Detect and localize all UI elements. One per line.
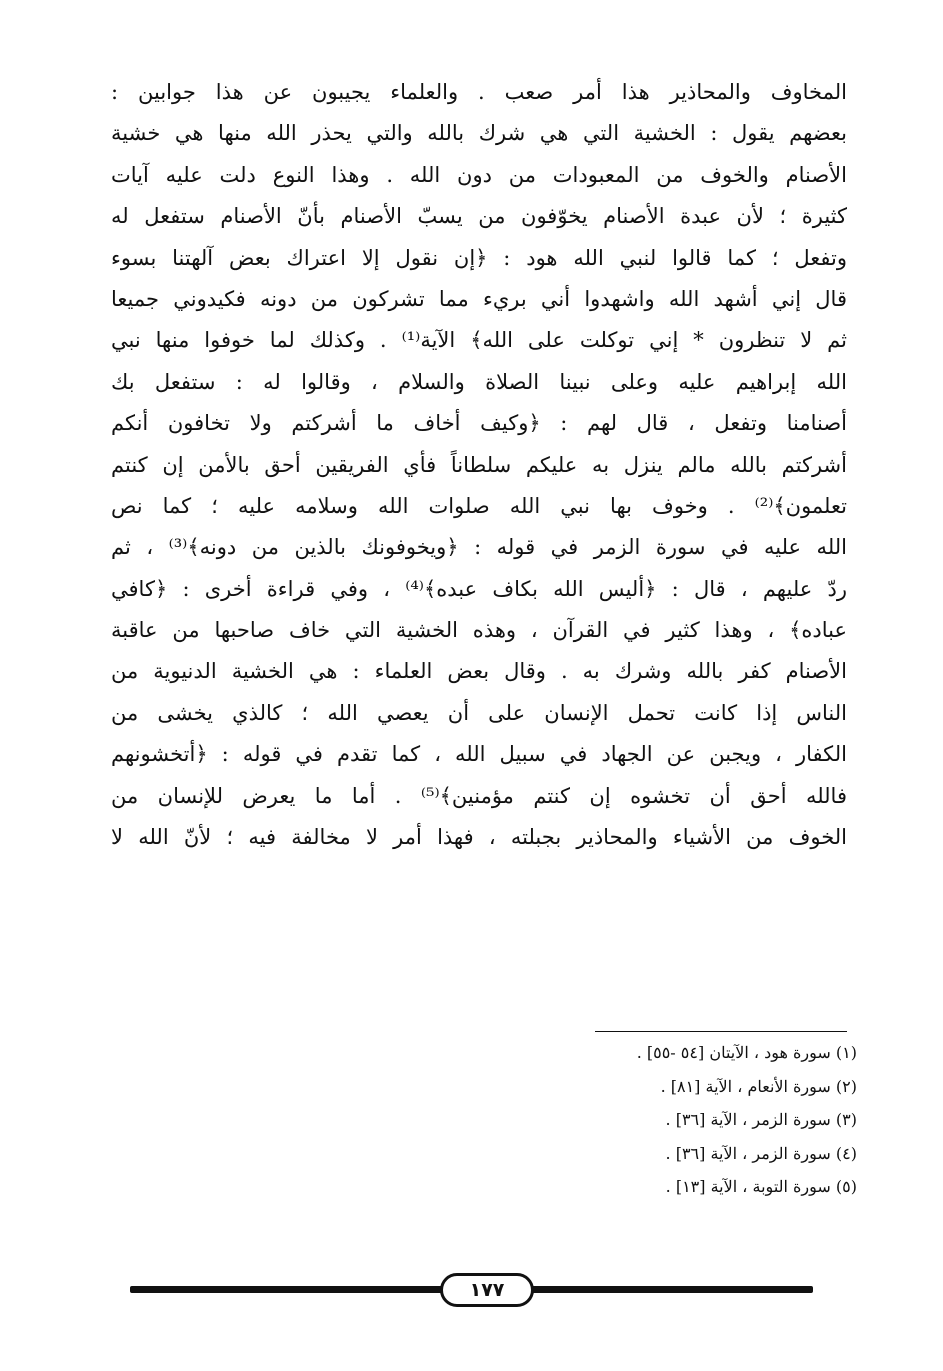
footnote-5: (٥) سورة التوبة ، الآية [١٣] .: [665, 1177, 857, 1196]
text-line: قال إني أشهد الله واشهدوا أني بريء مما تشركون من دونه فكيدوني جميعا: [111, 286, 847, 311]
text-line: ردّ عليهم ، قال : ﴿أليس الله بكاف عبده﴾⁽⁴⁾ ، وفي قراءة أخرى : ﴿كافي: [111, 576, 847, 601]
text-line: عباده﴾ ، وهذا كثير في القرآن ، وهذه الخشية التي خاف صاحبها من عاقبة: [111, 618, 847, 643]
text-line: الخوف من الأشياء والمحاذير بجبلته ، فهذا أمر لا مخالفة فيه ؛ لأنّ الله لا: [111, 825, 847, 850]
footnotes-list: [437, 1036, 857, 1204]
text-line: الكفار ، ويجبن عن الجهاد في سبيل الله ، كما تقدم في قوله : ﴿أتخشونهم: [111, 742, 847, 767]
footnote-3: (٣) سورة الزمر ، الآية [٣٦] .: [665, 1110, 857, 1129]
footnote-1: (١) سورة هود ، الآيتان [٥٤ -٥٥] .: [636, 1043, 857, 1062]
footnote-divider: [595, 1031, 847, 1032]
text-line: ثم لا تنظرون * إني توكلت على الله﴾ الآية⁽¹⁾ . وكذلك لما خوفوا منها نبي: [111, 328, 847, 353]
text-line: الله عليه في سورة الزمر في قوله : ﴿ويخوفونك بالذين من دونه﴾⁽³⁾ ، ثم: [111, 535, 847, 560]
text-line: أصنامنا وتفعل ، قال لهم : ﴿وكيف أخاف ما أشركتم ولا تخافون أنكم: [111, 411, 847, 436]
text-line: المخاوف والمحاذير هذا أمر صعب . والعلماء يجيبون عن هذا جوابين :: [111, 80, 847, 104]
page-footer: [130, 1272, 813, 1312]
page-number: ١٧٧: [440, 1273, 534, 1307]
text-line: بعضهم يقول : الخشية التي هي شرك بالله والتي يحذر الله منها هي خشية: [111, 121, 847, 146]
text-line: وتفعل ؛ كما قالوا لنبي الله هود : ﴿إن نقول إلا اعتراك بعض آلهتنا بسوء: [111, 245, 847, 270]
text-line: تعلمون﴾⁽²⁾ . وخوف بها نبي الله صلوات الله وسلامه عليه ؛ كما نص: [111, 493, 847, 518]
text-line: الناس إذا كانت تحمل الإنسان على أن يعصي الله ؛ كالذي يخشى من: [111, 700, 847, 725]
text-line: فالله أحق أن تخشوه إن كنتم مؤمنين﴾⁽⁵⁾ . أما ما يعرض للإنسان من: [111, 783, 847, 808]
text-line: أشركتم بالله مالم ينزل به عليكم سلطاناً فأي الفريقين أحق بالأمن إن كنتم: [111, 452, 847, 477]
footnote-4: (٤) سورة الزمر ، الآية [٣٦] .: [665, 1143, 857, 1163]
text-line: الأصنام كفر بالله وشرك به . وقال بعض العلماء : هي الخشية الدنيوية من: [111, 659, 847, 684]
text-line: الله إبراهيم عليه وعلى نبينا الصلاة والسلام ، وقالوا له : ستفعل بك: [111, 369, 847, 394]
text-line: الأصنام والخوف من المعبودات من دون الله . وهذا النوع دلت عليه آيات: [111, 162, 847, 187]
text-line: كثيرة ؛ لأن عبدة الأصنام يخوّفون من يسبّ الأصنام بأنّ الأصنام ستفعل له: [111, 204, 847, 229]
footnote-2: (٢) سورة الأنعام ، الآية [٨١] .: [660, 1076, 857, 1096]
main-text-block: [111, 72, 847, 858]
